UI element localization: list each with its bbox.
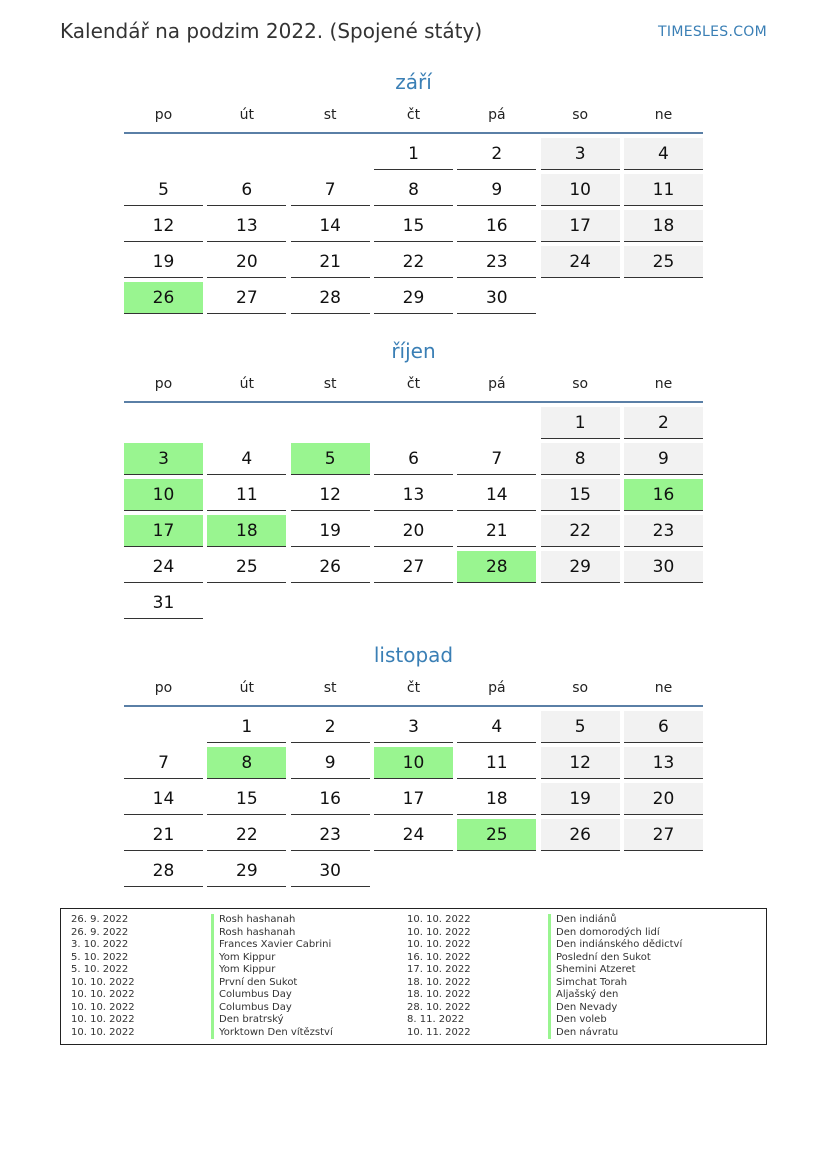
weekday-label: čt	[406, 680, 421, 696]
weekday-label: čt	[406, 376, 421, 392]
day-cell[interactable]: 7	[124, 747, 203, 779]
day-cell[interactable]: 17	[374, 783, 453, 815]
holiday-day-cell[interactable]: 8	[207, 747, 286, 779]
day-cell[interactable]: 5	[124, 174, 203, 206]
day-cell[interactable]: 14	[291, 210, 370, 242]
weekday-label: pá	[488, 376, 506, 392]
day-cell[interactable]: 24	[374, 819, 453, 851]
holiday-day-cell[interactable]: 17	[124, 515, 203, 547]
day-cell[interactable]: 27	[207, 282, 286, 314]
day-cell[interactable]: 25	[624, 246, 703, 278]
day-cell[interactable]: 14	[124, 783, 203, 815]
weekday-label: po	[154, 107, 173, 123]
day-cell[interactable]: 19	[541, 783, 620, 815]
weekday-header	[124, 98, 703, 132]
day-cell[interactable]: 5	[541, 711, 620, 743]
legend-holiday-name: Rosh hashanah	[211, 914, 333, 927]
header-divider	[124, 132, 703, 134]
day-cell[interactable]: 29	[541, 551, 620, 583]
day-cell[interactable]: 6	[374, 443, 453, 475]
day-cell[interactable]: 8	[374, 174, 453, 206]
legend-names-col-1	[211, 914, 333, 1039]
day-cell[interactable]: 10	[541, 174, 620, 206]
legend-holiday-name: Yom Kippur	[211, 964, 333, 977]
legend-names-col-2	[548, 914, 682, 1039]
day-cell[interactable]: 31	[124, 587, 203, 619]
day-cell[interactable]: 19	[124, 246, 203, 278]
day-cell[interactable]: 21	[291, 246, 370, 278]
header-divider	[124, 401, 703, 403]
day-grid	[124, 138, 703, 314]
weekday-label: út	[239, 680, 255, 696]
empty-cell	[124, 138, 203, 170]
legend-holiday-date: 8. 11. 2022	[407, 1014, 465, 1025]
legend-holiday-date: 10. 10. 2022	[71, 989, 135, 1000]
day-cell[interactable]: 23	[457, 246, 536, 278]
day-cell[interactable]: 28	[291, 282, 370, 314]
day-cell[interactable]: 21	[457, 515, 536, 547]
legend-holiday-date: 3. 10. 2022	[71, 939, 129, 950]
day-cell[interactable]: 30	[457, 282, 536, 314]
day-grid	[124, 407, 703, 619]
day-cell[interactable]: 26	[291, 551, 370, 583]
legend-holiday-name: Den indiánů	[548, 914, 682, 927]
day-cell[interactable]: 26	[541, 819, 620, 851]
holiday-day-cell[interactable]: 10	[124, 479, 203, 511]
weekday-label: ne	[654, 680, 673, 696]
day-cell[interactable]: 9	[457, 174, 536, 206]
legend-holiday-name: Den návratu	[548, 1027, 682, 1040]
day-cell[interactable]: 13	[207, 210, 286, 242]
legend-holiday-date: 16. 10. 2022	[407, 951, 471, 963]
weekday-label: po	[154, 680, 173, 696]
day-cell[interactable]: 15	[207, 783, 286, 815]
legend-dates-col-2	[407, 914, 471, 1039]
legend-holiday-name: Den domorodých lidí	[548, 927, 682, 940]
day-cell[interactable]: 24	[541, 246, 620, 278]
empty-cell	[124, 711, 203, 743]
empty-cell	[124, 407, 203, 439]
legend-holiday-name: Yom Kippur	[211, 952, 333, 965]
weekday-label: út	[239, 107, 255, 123]
legend-holiday-date: 26. 9. 2022	[71, 926, 129, 938]
legend-holiday-date: 28. 10. 2022	[407, 1001, 471, 1013]
empty-cell	[207, 407, 286, 439]
empty-cell	[374, 407, 453, 439]
day-cell[interactable]: 3	[541, 138, 620, 170]
day-cell[interactable]: 2	[624, 407, 703, 439]
holiday-day-cell[interactable]: 16	[624, 479, 703, 511]
month-title: září	[395, 70, 432, 94]
weekday-label: st	[323, 680, 337, 696]
legend-holiday-name: Poslední den Sukot	[548, 952, 682, 965]
day-cell[interactable]: 15	[374, 210, 453, 242]
weekday-label: so	[572, 107, 589, 123]
legend-holiday-name: Den voleb	[548, 1014, 682, 1027]
holiday-legend	[60, 908, 767, 1045]
weekday-label: st	[323, 376, 337, 392]
day-cell[interactable]: 4	[457, 711, 536, 743]
empty-cell	[207, 138, 286, 170]
weekday-label: so	[572, 680, 589, 696]
day-cell[interactable]: 16	[291, 783, 370, 815]
legend-holiday-date: 10. 10. 2022	[71, 1026, 135, 1038]
legend-holiday-name: Den indiánského dědictví	[548, 939, 682, 952]
day-cell[interactable]: 20	[374, 515, 453, 547]
day-cell[interactable]: 11	[624, 174, 703, 206]
weekday-label: pá	[488, 680, 506, 696]
legend-holiday-date: 10. 10. 2022	[71, 976, 135, 988]
weekday-label: so	[572, 376, 589, 392]
day-cell[interactable]: 2	[291, 711, 370, 743]
legend-holiday-date: 10. 10. 2022	[71, 1001, 135, 1013]
day-cell[interactable]: 22	[207, 819, 286, 851]
day-cell[interactable]: 19	[291, 515, 370, 547]
day-cell[interactable]: 1	[374, 138, 453, 170]
day-cell[interactable]: 13	[374, 479, 453, 511]
day-cell[interactable]: 27	[374, 551, 453, 583]
day-cell[interactable]: 3	[374, 711, 453, 743]
day-cell[interactable]: 4	[207, 443, 286, 475]
day-cell[interactable]: 11	[207, 479, 286, 511]
day-cell[interactable]: 27	[624, 819, 703, 851]
day-cell[interactable]: 7	[291, 174, 370, 206]
legend-holiday-date: 10. 11. 2022	[407, 1026, 471, 1038]
weekday-header	[124, 367, 703, 401]
legend-holiday-name: Aljašský den	[548, 989, 682, 1002]
day-cell[interactable]: 1	[207, 711, 286, 743]
holiday-day-cell[interactable]: 18	[207, 515, 286, 547]
weekday-label: ne	[654, 107, 673, 123]
day-cell[interactable]: 18	[624, 210, 703, 242]
day-cell[interactable]: 24	[124, 551, 203, 583]
day-cell[interactable]: 23	[624, 515, 703, 547]
legend-holiday-name: Den Nevady	[548, 1002, 682, 1015]
legend-holiday-date: 18. 10. 2022	[407, 976, 471, 988]
legend-holiday-date: 10. 10. 2022	[71, 1014, 135, 1025]
legend-holiday-date: 10. 10. 2022	[407, 939, 471, 950]
legend-holiday-date: 18. 10. 2022	[407, 989, 471, 1000]
legend-holiday-name: Den bratrský	[211, 1014, 333, 1027]
day-cell[interactable]: 18	[457, 783, 536, 815]
legend-holiday-date: 5. 10. 2022	[71, 951, 129, 963]
month-title: říjen	[391, 339, 436, 363]
day-cell[interactable]: 6	[624, 711, 703, 743]
day-cell[interactable]: 20	[207, 246, 286, 278]
holiday-day-cell[interactable]: 26	[124, 282, 203, 314]
legend-holiday-date: 10. 10. 2022	[407, 926, 471, 938]
day-cell[interactable]: 13	[624, 747, 703, 779]
month-calendar-october	[124, 335, 703, 619]
holiday-day-cell[interactable]: 10	[374, 747, 453, 779]
legend-holiday-name: První den Sukot	[211, 977, 333, 990]
weekday-label: pá	[488, 107, 506, 123]
holiday-day-cell[interactable]: 3	[124, 443, 203, 475]
holiday-day-cell[interactable]: 25	[457, 819, 536, 851]
weekday-header	[124, 671, 703, 705]
legend-holiday-date: 17. 10. 2022	[407, 964, 471, 975]
header-divider	[124, 705, 703, 707]
day-cell[interactable]: 12	[291, 479, 370, 511]
legend-holiday-name: Columbus Day	[211, 1002, 333, 1015]
month-calendar-november	[124, 639, 703, 887]
day-cell[interactable]: 12	[124, 210, 203, 242]
weekday-label: čt	[406, 107, 421, 123]
legend-holiday-name: Rosh hashanah	[211, 927, 333, 940]
empty-cell	[291, 407, 370, 439]
legend-holiday-date: 5. 10. 2022	[71, 964, 129, 975]
day-cell[interactable]: 9	[624, 443, 703, 475]
legend-dates-col-1	[71, 914, 135, 1039]
empty-cell	[457, 407, 536, 439]
holiday-day-cell[interactable]: 5	[291, 443, 370, 475]
day-cell[interactable]: 14	[457, 479, 536, 511]
weekday-label: ne	[654, 376, 673, 392]
legend-holiday-name: Columbus Day	[211, 989, 333, 1002]
day-cell[interactable]: 22	[541, 515, 620, 547]
weekday-label: út	[239, 376, 255, 392]
empty-cell	[291, 138, 370, 170]
day-cell[interactable]: 21	[124, 819, 203, 851]
day-cell[interactable]: 15	[541, 479, 620, 511]
day-cell[interactable]: 2	[457, 138, 536, 170]
month-title: listopad	[373, 643, 454, 667]
legend-holiday-name: Simchat Torah	[548, 977, 682, 990]
day-cell[interactable]: 8	[541, 443, 620, 475]
weekday-label: po	[154, 376, 173, 392]
legend-holiday-name: Shemini Atzeret	[548, 964, 682, 977]
legend-holiday-date: 26. 9. 2022	[71, 914, 129, 925]
day-cell[interactable]: 20	[624, 783, 703, 815]
day-cell[interactable]: 16	[457, 210, 536, 242]
day-cell[interactable]: 28	[124, 855, 203, 887]
legend-holiday-name: Yorktown Den vítězství	[211, 1027, 333, 1040]
day-cell[interactable]: 1	[541, 407, 620, 439]
month-calendar-september	[124, 66, 703, 314]
day-cell[interactable]: 6	[207, 174, 286, 206]
day-grid	[124, 711, 703, 887]
brand-logo-text[interactable]: TIMESLES.COM	[658, 24, 767, 40]
day-cell[interactable]: 17	[541, 210, 620, 242]
weekday-label: st	[323, 107, 337, 123]
legend-holiday-date: 10. 10. 2022	[407, 914, 471, 925]
day-cell[interactable]: 29	[207, 855, 286, 887]
day-cell[interactable]: 7	[457, 443, 536, 475]
legend-holiday-name: Frances Xavier Cabrini	[211, 939, 333, 952]
day-cell[interactable]: 30	[291, 855, 370, 887]
day-cell[interactable]: 22	[374, 246, 453, 278]
day-cell[interactable]: 25	[207, 551, 286, 583]
day-cell[interactable]: 9	[291, 747, 370, 779]
page-title: Kalendář na podzim 2022. (Spojené státy)	[60, 19, 483, 43]
day-cell[interactable]: 29	[374, 282, 453, 314]
holiday-day-cell[interactable]: 28	[457, 551, 536, 583]
day-cell[interactable]: 11	[457, 747, 536, 779]
day-cell[interactable]: 12	[541, 747, 620, 779]
day-cell[interactable]: 30	[624, 551, 703, 583]
day-cell[interactable]: 4	[624, 138, 703, 170]
day-cell[interactable]: 23	[291, 819, 370, 851]
